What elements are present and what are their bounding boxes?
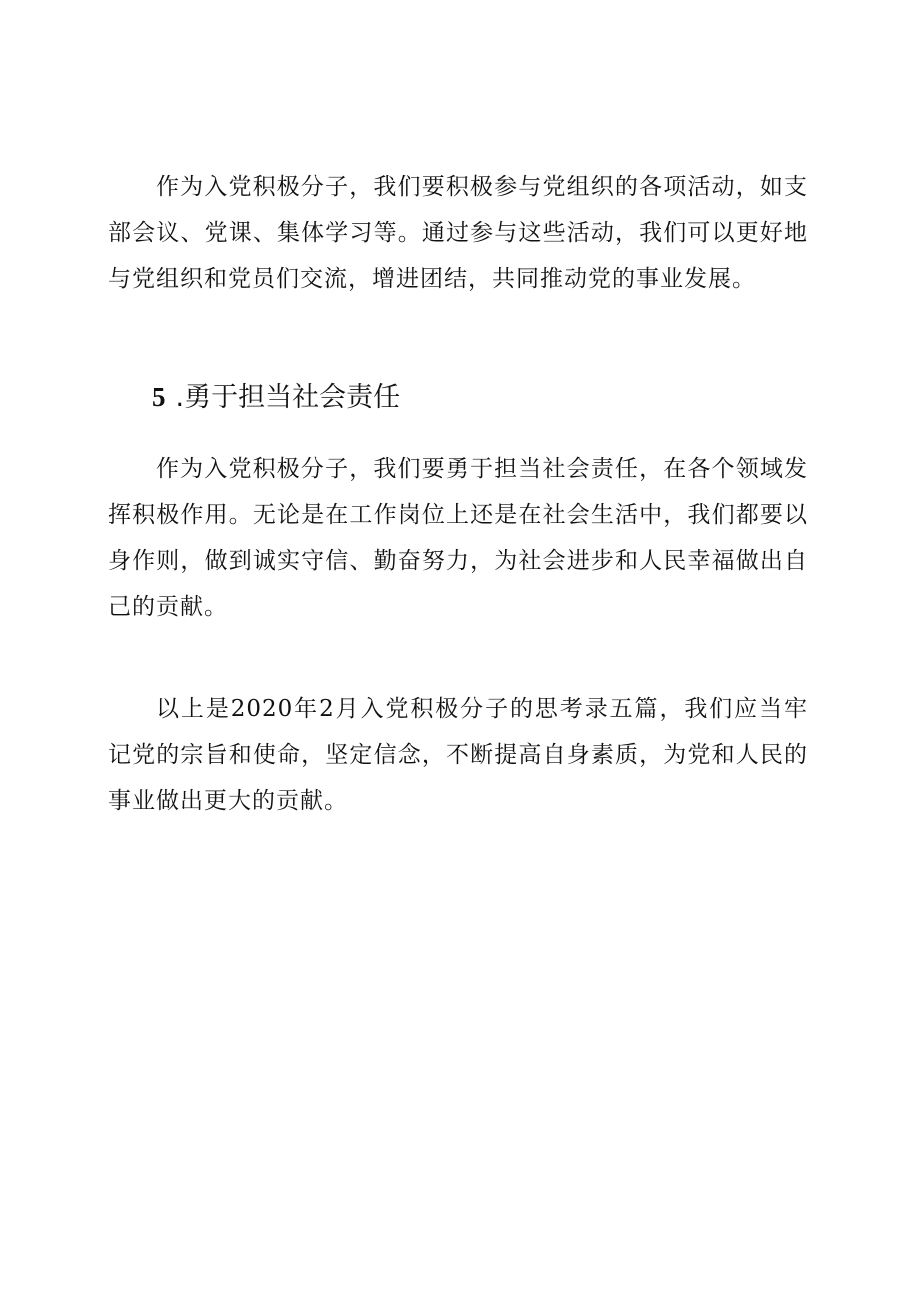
section-number: 5 (152, 382, 166, 412)
paragraph-party-activities: 作为入党积极分子，我们要积极参与党组织的各项活动，如支部会议、党课、集体学习等。通过参与这些活动，我们可以更好地与党组织和党员们交流，增进团结，共同推动党的事业发展。 (108, 174, 808, 292)
section-heading-5 (152, 375, 400, 420)
paragraph-conclusion: 以上是2020年2月入党积极分子的思考录五篇，我们应当牢记党的宗旨和使命，坚定信念，不断提高自身素质，为党和人民的事业做出更大的贡献。 (108, 696, 808, 814)
paragraph-social-responsibility: 作为入党积极分子，我们要勇于担当社会责任，在各个领域发挥积极作用。无论是在工作岗位上还是在社会生活中，我们都要以身作则，做到诚实守信、勤奋努力，为社会进步和人民幸福做出自己的贡献。 (108, 456, 808, 620)
section-title: .勇于担当社会责任 (175, 382, 401, 413)
